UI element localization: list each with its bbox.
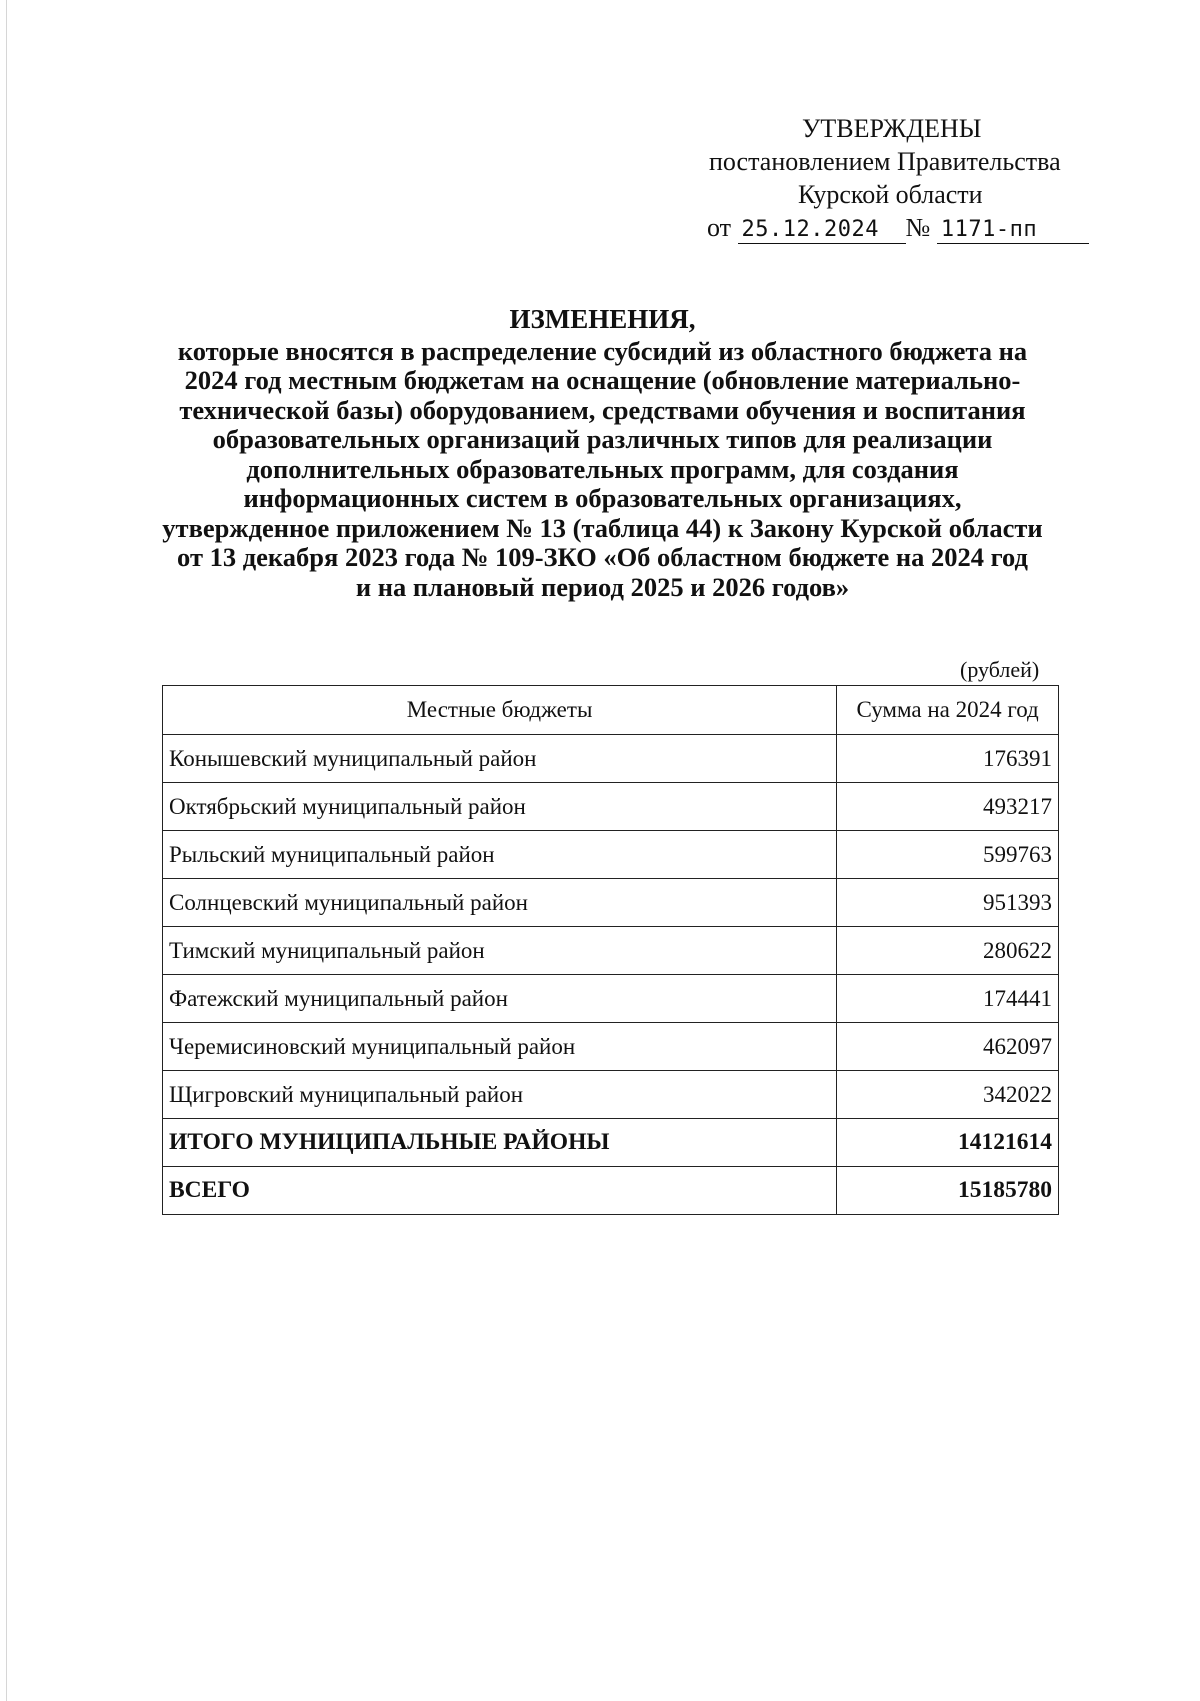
table-row [163,1071,1059,1119]
table-row [163,735,1059,783]
table-row [163,879,1059,927]
approval-block [690,112,1110,244]
row-name: Тимский муниципальный район [163,927,837,975]
table-total-row-grand [163,1167,1059,1215]
total-name: ВСЕГО [163,1167,837,1215]
total-value: 15185780 [837,1167,1059,1215]
heading-title: ИЗМЕНЕНИЯ, [509,304,696,334]
heading-line: которые вносятся в распределение субсидий из областного бюджета на [177,335,1028,366]
approval-number: 1171-пп [937,217,1089,244]
column-header-budgets: Местные бюджеты [163,686,837,735]
row-value: 493217 [837,783,1059,831]
units-label: (рублей) [960,657,1040,682]
approval-region: Курской области [798,180,983,209]
scan-edge [6,0,7,1701]
heading-line: образовательных организаций различных типов для реализации [212,424,993,454]
approval-date-line [690,211,1110,244]
date-prefix: от [707,213,732,242]
number-prefix: № [905,213,931,242]
row-name: Рыльский муниципальный район [163,831,837,879]
row-name: Фатежский муниципальный район [163,975,837,1023]
row-name: Щигровский муниципальный район [163,1071,837,1119]
row-value: 951393 [837,879,1059,927]
row-value: 462097 [837,1023,1059,1071]
heading-line: дополнительных образовательных программ, для создания [246,453,959,484]
table-row [163,927,1059,975]
row-name: Солнцевский муниципальный район [163,879,837,927]
budget-table [162,685,1059,1215]
heading-line: информационных систем в образовательных организациях, [243,483,962,513]
table-row [163,831,1059,879]
row-name: Октябрьский муниципальный район [163,783,837,831]
heading-line: от 13 декабря 2023 года № 109-ЗКО «Об областном бюджете на 2024 год [177,542,1028,572]
heading-line: утвержденное приложением № 13 (таблица 44) к Закону Курской области [162,512,1043,543]
table-header-row [163,686,1059,735]
table-row [163,783,1059,831]
row-value: 342022 [837,1071,1059,1119]
row-name: Конышевский муниципальный район [163,735,837,783]
heading-line: и на плановый период 2025 и 2026 годов» [355,571,850,602]
approval-date: 25.12.2024 [738,217,906,244]
heading-line: 2024 год местным бюджетам на оснащение (обновление материально- [184,365,1021,395]
row-name: Черемисиновский муниципальный район [163,1023,837,1071]
approval-title: УТВЕРЖДЕНЫ [802,114,982,143]
table-total-row-districts [163,1119,1059,1167]
column-header-sum: Сумма на 2024 год [837,686,1059,735]
total-name: ИТОГО МУНИЦИПАЛЬНЫЕ РАЙОНЫ [163,1119,837,1167]
table-row [163,975,1059,1023]
total-value: 14121614 [837,1119,1059,1167]
row-value: 280622 [837,927,1059,975]
row-value: 174441 [837,975,1059,1023]
document-heading [150,305,1055,602]
row-value: 176391 [837,735,1059,783]
approval-by: постановлением Правительства [709,147,1061,176]
heading-line: технической базы) оборудованием, средствами обучения и воспитания [179,394,1026,425]
row-value: 599763 [837,831,1059,879]
table-row [163,1023,1059,1071]
